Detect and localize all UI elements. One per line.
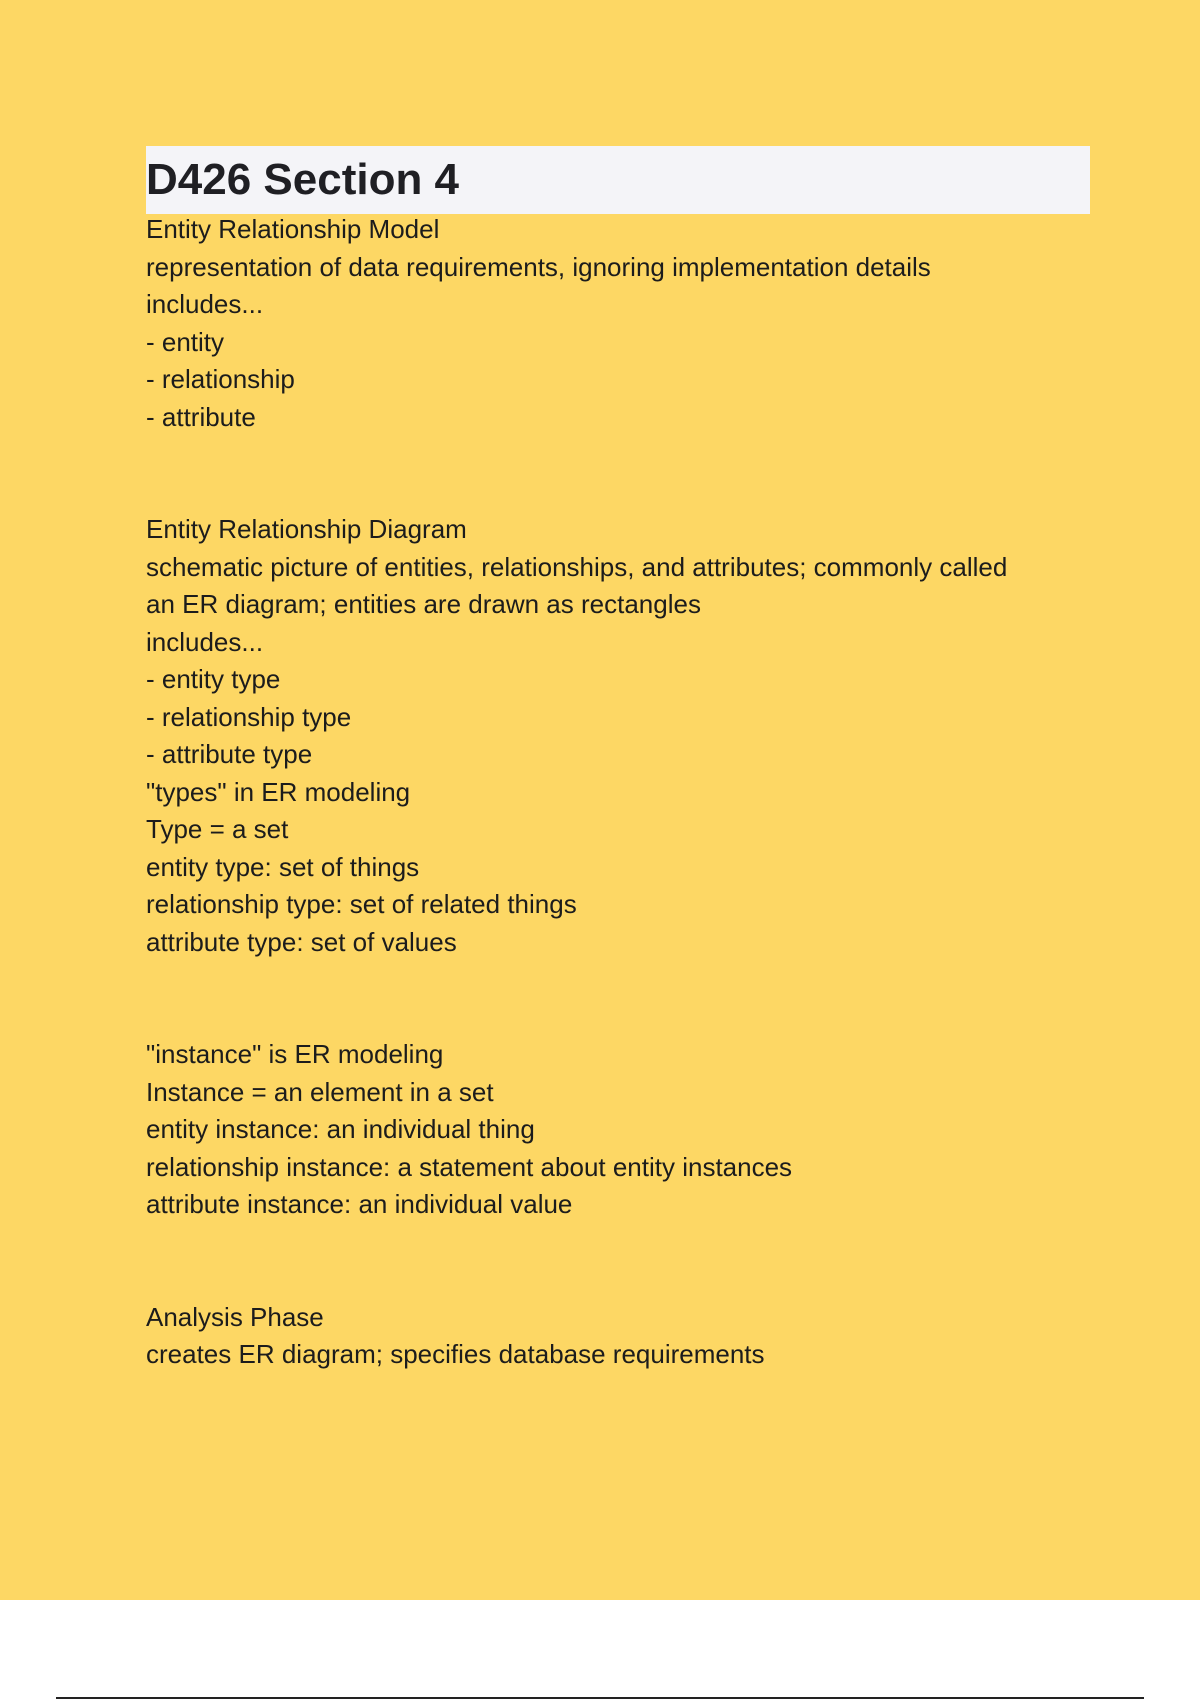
text-line: representation of data requirements, ignoring implementation details: [146, 251, 931, 282]
footer-divider: [56, 1697, 1144, 1699]
list-item: - entity: [146, 326, 225, 357]
section-heading: Entity Relationship Model: [146, 214, 440, 244]
list-item: - attribute type: [146, 739, 313, 769]
text-line: includes...: [146, 626, 264, 657]
section-heading: Analysis Phase: [146, 1301, 324, 1332]
title-bar: [146, 146, 1090, 214]
text-line: attribute instance: an individual value: [146, 1189, 573, 1219]
text-line: relationship type: set of related things: [146, 889, 577, 919]
text-line: attribute type: set of values: [146, 926, 457, 957]
list-item: - relationship type: [146, 701, 352, 732]
text-line: an ER diagram; entities are drawn as rectangles: [146, 589, 701, 619]
section-heading: Entity Relationship Diagram: [146, 514, 467, 544]
text-line: entity type: set of things: [146, 851, 420, 882]
text-line: "types" in ER modeling: [146, 776, 411, 807]
text-line: Type = a set: [146, 814, 289, 844]
section-spacer: [146, 436, 1106, 511]
text-line: schematic picture of entities, relationships, and attributes; commonly called: [146, 551, 1008, 582]
text-line: creates ER diagram; specifies database requirements: [146, 1339, 765, 1369]
list-item: - attribute: [146, 401, 256, 432]
text-line: includes...: [146, 289, 264, 319]
section-spacer: [146, 961, 1106, 1036]
text-line: entity instance: an individual thing: [146, 1114, 535, 1144]
section-heading: "instance" is ER modeling: [146, 1039, 444, 1069]
list-item: - relationship: [146, 364, 295, 394]
list-item: - entity type: [146, 664, 281, 694]
text-line: relationship instance: a statement about entity instances: [146, 1151, 793, 1182]
section-instance-er-modeling: [146, 1036, 1106, 1224]
document-content: [146, 211, 1106, 1374]
section-entity-relationship-diagram: [146, 511, 1106, 961]
section-entity-relationship-model: [146, 211, 1106, 436]
page-title: D426 Section 4: [146, 155, 460, 204]
section-spacer: [146, 1224, 1106, 1299]
text-line: Instance = an element in a set: [146, 1076, 494, 1107]
section-analysis-phase: [146, 1299, 1106, 1374]
